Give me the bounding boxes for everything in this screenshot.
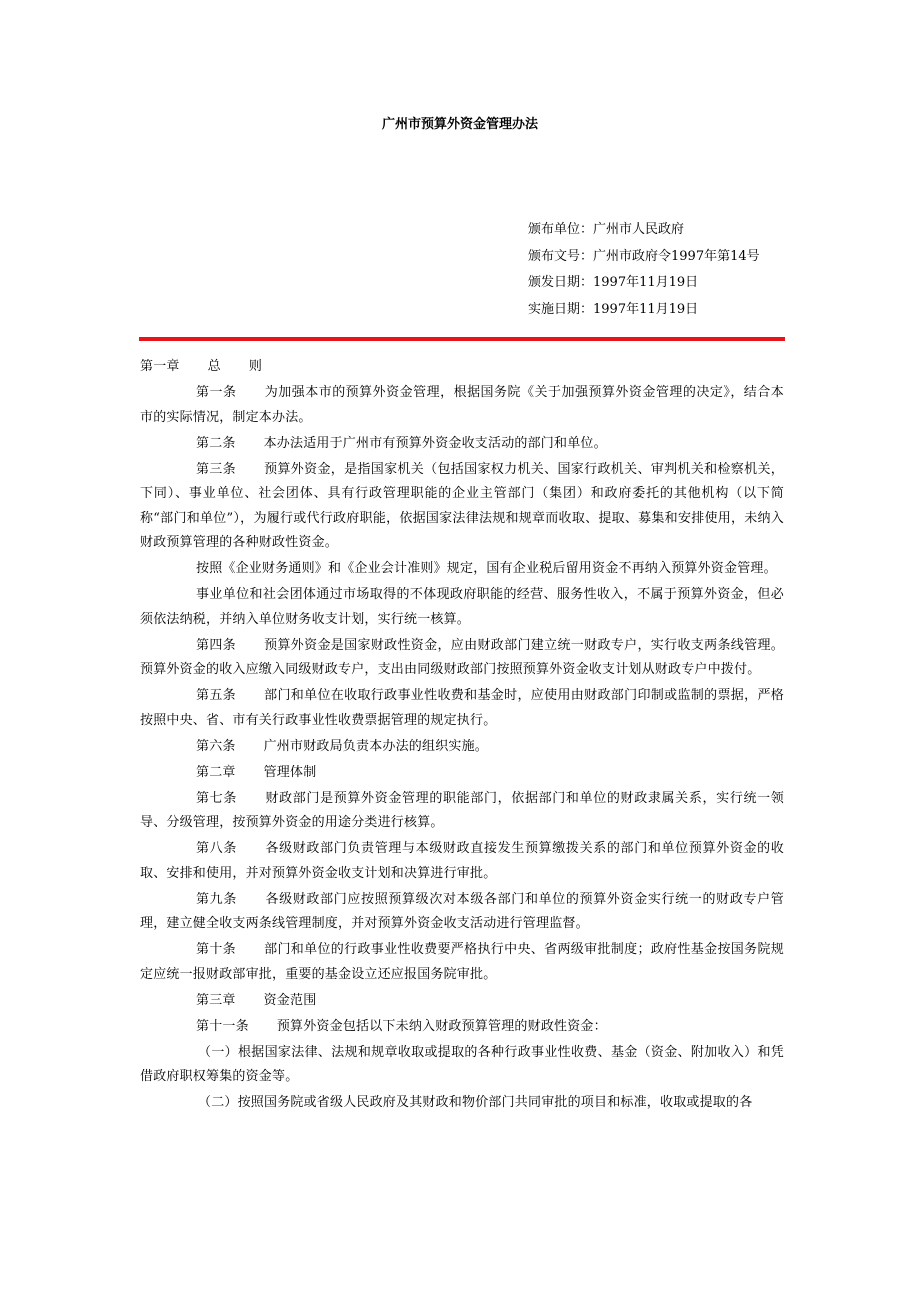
article-text: 各级财政部门应按照预算级次对本级各部门和单位的预算外资金实行统一的财政专户管理，建立健全收支两条线管理制度，并对预算外资金收支活动进行管理监督。	[140, 891, 784, 931]
article-number: 第六条	[196, 738, 236, 754]
chapter-heading	[140, 761, 784, 786]
list-item: （二）按照国务院或省级人民政府及其财政和物价部门共同审批的项目和标准，收取或提取的各	[198, 1095, 753, 1110]
meta-doc-no-value: 广州市政府令1997年第14号	[593, 248, 760, 264]
article-number: 第二条	[196, 435, 236, 451]
article-paragraph	[140, 381, 784, 430]
document-title: 广州市预算外资金管理办法	[381, 117, 538, 132]
article-text: 为加强本市的预算外资金管理，根据国务院《关于加强预算外资金管理的决定》，结合本市的实际情况，制定本办法。	[140, 385, 784, 425]
article-number: 第四条	[196, 637, 236, 653]
article-paragraph	[140, 735, 784, 760]
chapter-title: 管理体制	[263, 764, 317, 780]
chapter-heading	[140, 355, 784, 380]
article-number: 第七条	[196, 790, 237, 806]
meta-issuer-value: 广州市人民政府	[593, 222, 685, 237]
article-number: 第九条	[196, 891, 237, 907]
article-text: 财政部门是预算外资金管理的职能部门，依据部门和单位的财政隶属关系，实行统一领导、分级管理，按预算外资金的用途分类进行核算。	[140, 790, 784, 830]
article-paragraph	[140, 634, 784, 683]
meta-effective-date-row	[528, 300, 760, 327]
body-paragraph: 按照《企业财务通则》和《企业会计准则》规定，国有企业税后留用资金不再纳入预算外资金管理。	[196, 561, 777, 576]
article-number: 第十一条	[196, 1018, 249, 1034]
chapter-number: 第一章	[140, 359, 180, 374]
meta-issue-date-label: 颁发日期：	[528, 275, 594, 290]
article-text: 各级财政部门负责管理与本级财政直接发生预算缴拨关系的部门和单位预算外资金的收取、安排和使用，并对预算外资金收支计划和决算进行审批。	[140, 841, 784, 881]
chapter-title-part: 则	[248, 359, 263, 374]
article-number: 第十条	[196, 942, 236, 957]
list-item: （一）根据国家法律、法规和规章收取或提取的各种行政事业性收费、基金（资金、附加收入）和凭借政府职权筹集的资金等。	[140, 1044, 784, 1084]
chapter-number: 第二章	[196, 764, 236, 780]
article-paragraph	[140, 458, 784, 556]
meta-effective-date-label: 实施日期：	[528, 301, 594, 317]
article-number: 第五条	[196, 688, 236, 703]
meta-issuer-label: 颁布单位：	[528, 222, 594, 237]
document-metadata	[528, 220, 760, 326]
red-divider	[139, 337, 785, 341]
article-paragraph	[140, 684, 784, 733]
chapter-number: 第三章	[196, 992, 236, 1008]
meta-effective-date-value: 1997年11月19日	[593, 301, 699, 317]
meta-issue-date-value: 1997年11月19日	[593, 275, 699, 290]
article-number: 第三条	[196, 461, 236, 477]
article-text: 本办法适用于广州市有预算外资金收支活动的部门和单位。	[263, 435, 607, 451]
article-number: 第一条	[196, 385, 237, 400]
body-paragraph: 事业单位和社会团体通过市场取得的不体现政府职能的经营、服务性收入，不属于预算外资金，但必须依法纳税，并纳入单位财务收支计划，实行统一核算。	[140, 587, 784, 627]
article-paragraph	[140, 888, 784, 937]
article-text: 部门和单位在收取行政事业性收费和基金时，应使用由财政部门印制或监制的票据，严格按照中央、省、市有关行政事业性收费票据管理的规定执行。	[140, 688, 784, 728]
meta-doc-no-label: 颁布文号：	[528, 248, 594, 264]
article-paragraph	[140, 938, 784, 987]
article-paragraph	[140, 432, 784, 457]
article-paragraph	[140, 787, 784, 836]
article-text: 预算外资金是国家财政性资金，应由财政部门建立统一财政专户，实行收支两条线管理。预算外资金的收入应缴入同级财政专户，支出由同级财政部门按照预算外资金收支计划从财政专户中拨付。	[140, 637, 784, 677]
chapter-title-part: 总	[207, 359, 221, 374]
meta-doc-no-row	[528, 247, 760, 274]
article-text: 预算外资金包括以下未纳入财政预算管理的财政性资金：	[276, 1018, 607, 1034]
chapter-title: 资金范围	[263, 992, 317, 1008]
article-text: 部门和单位的行政事业性收费要严格执行中央、省两级审批制度；政府性基金按国务院规定应统一报财政部审批，重要的基金设立还应报国务院审批。	[140, 942, 784, 982]
article-text: 预算外资金，是指国家机关（包括国家权力机关、国家行政机关、审判机关和检察机关，下同）、事业单位、社会团体、具有行政管理职能的企业主管部门（集团）和政府委托的其他机构（以下简称“部门和单位”），为履行或代行政府职能，依据国家法律法规和规章而收取、提取、募集和安排使用，未纳入财政预算管理的各种财政性资金。	[140, 461, 784, 550]
article-number: 第八条	[196, 841, 237, 856]
article-paragraph	[140, 837, 784, 886]
document-body	[140, 355, 784, 1117]
meta-issue-date-row	[528, 273, 760, 300]
article-paragraph	[140, 1015, 784, 1040]
chapter-heading	[140, 989, 784, 1014]
article-text: 广州市财政局负责本办法的组织实施。	[263, 738, 489, 754]
meta-issuer-row	[528, 220, 760, 247]
